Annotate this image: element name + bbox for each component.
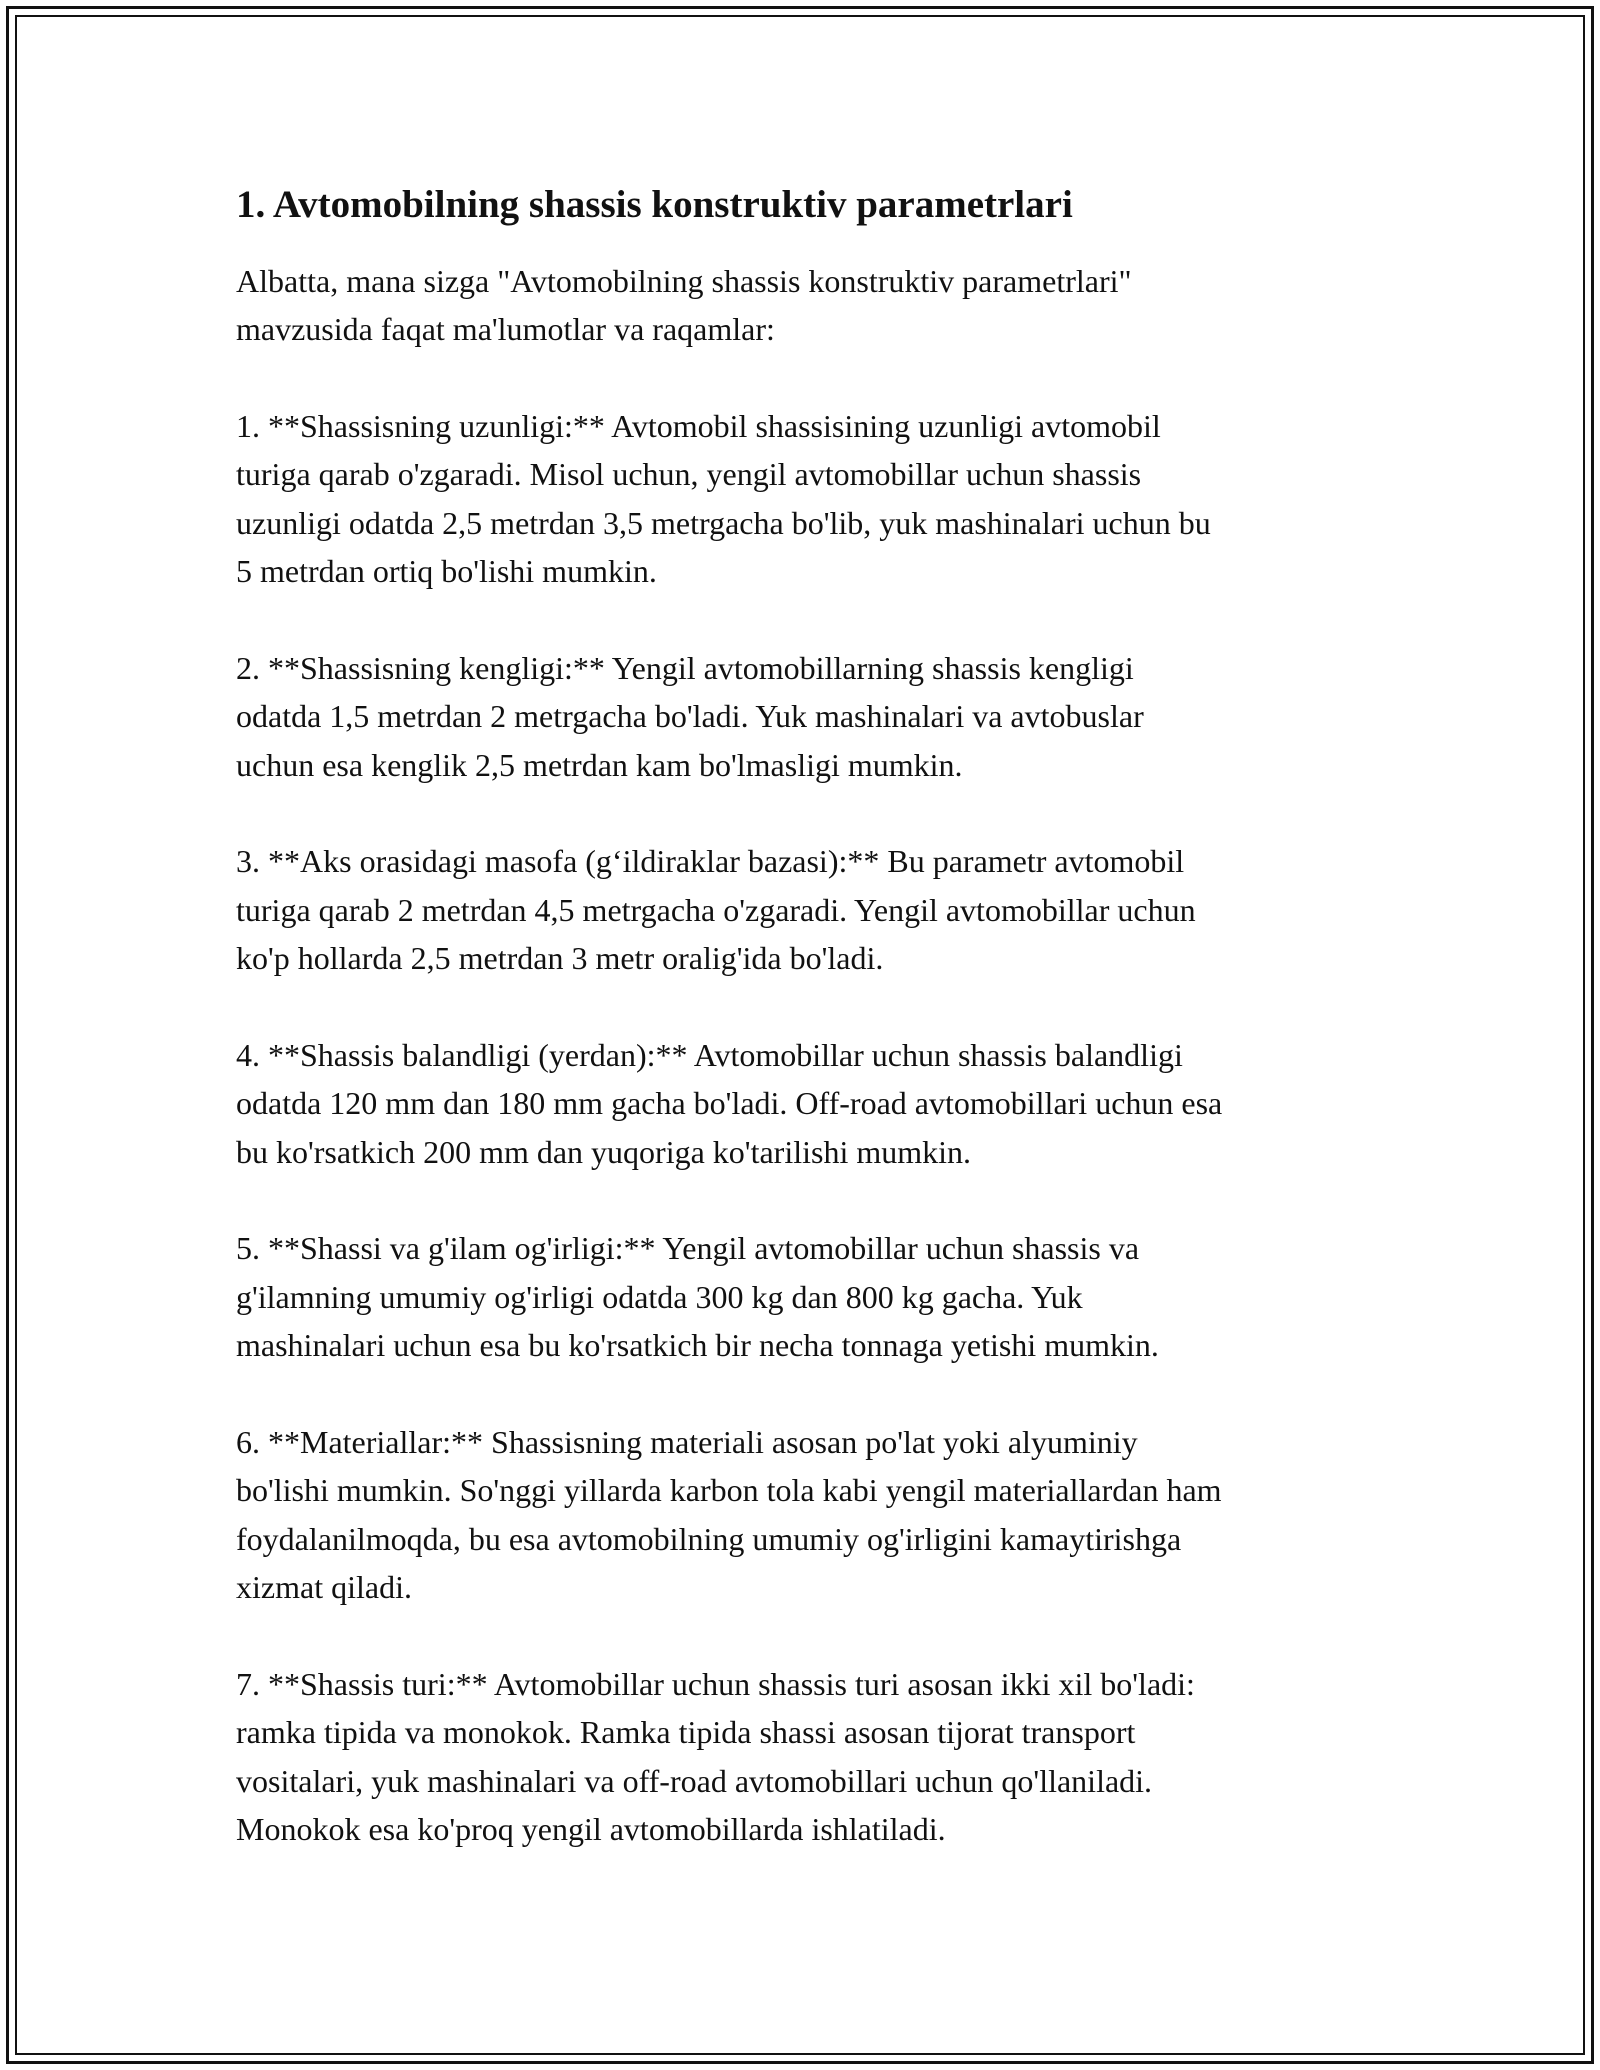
document-title: 1. Avtomobilning shassis konstruktiv parametrlari (236, 183, 1073, 226)
list-item-2: 2. **Shassisning kengligi:** Yengil avtomobillarning shassis kengligi odatda 1,5 metrdan 2 metrgacha bo'ladi. Yuk mashinalari va avtobuslar uchun esa kenglik 2,5 metrdan kam bo'lmasligi mumkin. (236, 649, 1144, 783)
list-item-1: 1. **Shassisning uzunligi:** Avtomobil shassisining uzunligi avtomobil turiga qarab o'zgaradi. Misol uchun, yengil avtomobillar uchun shassis uzunligi odatda 2,5 metrdan 3,5 metrgacha bo'lib, yuk mashinalari uchun bu 5 metrdan ortiq bo'lishi mumkin. (236, 407, 1211, 590)
intro-paragraph: Albatta, mana sizga "Avtomobilning shassis konstruktiv parametrlari" mavzusida faqat ma'lumotlar va raqamlar: (236, 262, 1132, 348)
list-item-4: 4. **Shassis balandligi (yerdan):** Avtomobillar uchun shassis balandligi odatda 120 mm dan 180 mm gacha bo'ladi. Off-road avtomobillari uchun esa bu ko'rsatkich 200 mm dan yuqoriga ko'tarilishi mumkin. (236, 1036, 1223, 1170)
list-item-7: 7. **Shassis turi:** Avtomobillar uchun shassis turi asosan ikki xil bo'ladi: ramka tipida va monokok. Ramka tipida shassi asosan tijorat transport vositalari, yuk mashinalari va off-road avtomobillari uchun qo'llaniladi. Monokok esa ko'proq yengil avtomobillarda ishlatiladi. (236, 1665, 1195, 1848)
list-item-5: 5. **Shassi va g'ilam og'irligi:** Yengil avtomobillar uchun shassis va g'ilamning umumiy og'irligi odatda 300 kg dan 800 kg gacha. Yuk mashinalari uchun esa bu ko'rsatkich bir necha tonnaga yetishi mumkin. (236, 1230, 1159, 1364)
document-body (236, 180, 1376, 1902)
list-item-6: 6. **Materiallar:** Shassisning materiali asosan po'lat yoki alyuminiy bo'lishi mumkin. So'nggi yillarda karbon tola kabi yengil materiallardan ham foydalanilmoqda, bu esa avtomobilning umumiy og'irligini kamaytirishga xizmat qiladi. (236, 1423, 1222, 1606)
list-item-3: 3. **Aks orasidagi masofa (g‘ildiraklar bazasi):** Bu parametr avtomobil turiga qarab 2 metrdan 4,5 metrgacha o'zgaradi. Yengil avtomobillar uchun ko'p hollarda 2,5 metrdan 3 metr oralig'ida bo'ladi. (236, 843, 1196, 977)
